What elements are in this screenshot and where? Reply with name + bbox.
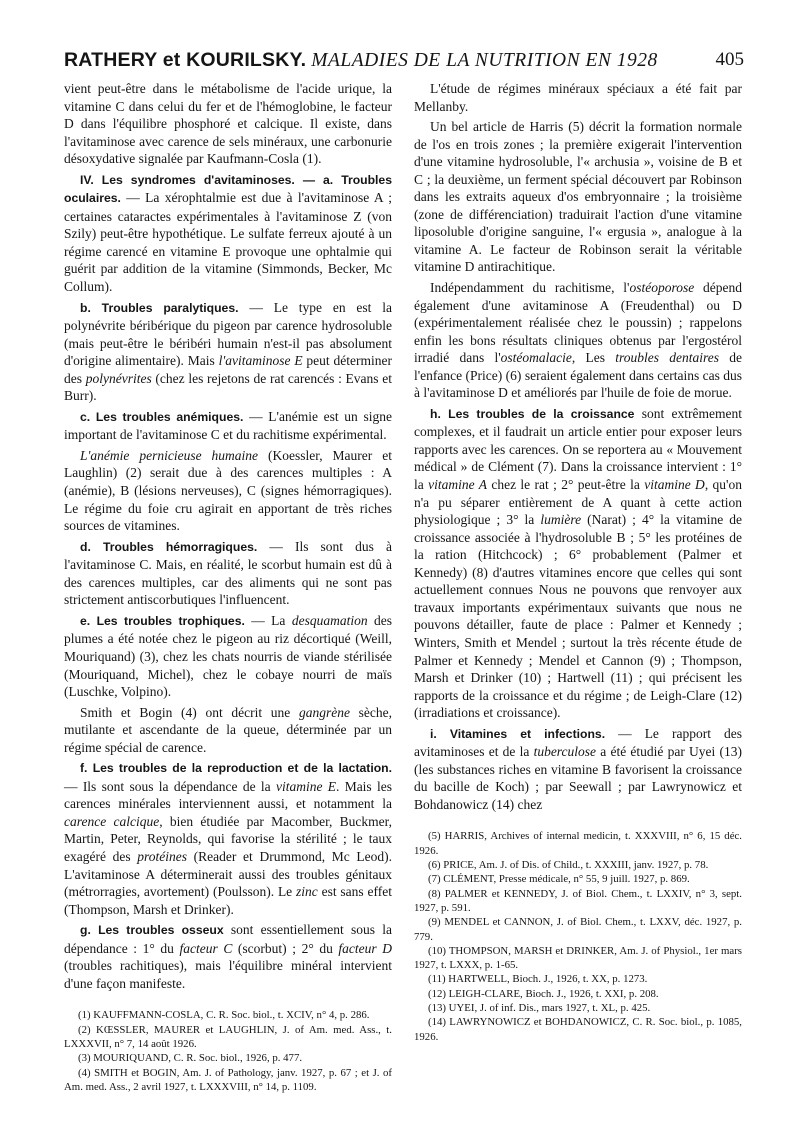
footnote: (2) KŒSSLER, MAURER et LAUGHLIN, J. of Am. med. Ass., t. LXXXVII, n° 7, 14 août 1926. [64,1023,392,1050]
footnote: (1) KAUFFMANN-COSLA, C. R. Soc. biol., t. XCIV, n° 4, p. 286. [78,1009,370,1022]
paragraph: IV. Les syndromes d'avitaminoses. — a. Troubles oculaires. — La xérophtalmie est due à l'avitaminose A ; certaines cataractes expérimentales à l'avitaminose Z (von Szily) peut-être hypothétique. Le sulfate ferreux ajouté à un régime carencé en vitamine E provoque une ophtalmie qui guérit par addition de la vitamine (Simmonds, Becker, Mc Collum). [64,172,392,295]
footnotes [414,829,742,1043]
paragraph: h. Les troubles de la croissance sont extrêmement complexes, et il faudrait un article entier pour exposer leurs rapports avec les carences. On se reportera au « Mouvement médical » de Clément (7). Dans la croissance intervient : 1° la vitamine A chez le rat ; 2° peut-être la vitamine D, qu'on n'a pu séparer entièrement de A quant à cette action physiologique ; 3° la lumière (Narat) ; 4° la vitamine de croissance associée à l'hydrosoluble B ; 5° les protéines de la ration (Hitchcock) ; 6° probablement (Palmer et Kennedy) (8) d'autres vitamines encore que celles qui sont actuellement connues Nous ne pouvons que renvoyer aux travaux importants expérimentaux suivants que nous ne pouvons détailler, faute de place : Palmer et Kennedy ; Winters, Smith et Mendel ; surtout la très récente étude de Palmer et Kennedy ; Mendel et Cannon (9) ; Thompson, Marsh et Drinker (10) ; Hartwell (11) ; qui précisent les rapports de la croissance et du régime ; de Leigh-Clare (12) (irradiations et croissance). [414,405,743,721]
paragraph: Indépendamment du rachitisme, l'ostéoporose dépend également d'une avitaminose A (Freudenthal) ou D (expérimentalement réalisée chez le poussin) ; rappelons enfin les bons résultats cliniques obtenus par l'ergostérol irradié dans l'ostéomalacie, Les troubles dentaires de l'enfance (Price) (6) seraient également dans certains cas dus à l'avitaminose D et améliorés par l'huile de foie de morue. [414,280,743,401]
running-header [64,42,744,78]
footnote: (7) CLÉMENT, Presse médicale, n° 55, 9 juill. 1927, p. 869. [428,873,690,886]
footnote: (13) UYEI, J. of inf. Dis., mars 1927, t. XL, p. 425. [428,1001,651,1014]
paragraph: d. Troubles hémorragiques. — Ils sont dus à l'avitaminose C. Mais, en réalité, le scorbut humain est dû à des carences multiples, car des aliments qui ne sont pas strictement antiscorbutiques l'influencent. [64,538,392,608]
section-heading: b. Troubles paralytiques. [80,300,239,315]
section-heading: i. Vitamines et infections. [430,726,606,741]
header-authors: RATHERY et KOURILSKY. [64,49,307,71]
footnote: (8) PALMER et KENNEDY, J. of Biol. Chem., t. LXXIV, n° 3, sept. 1927, p. 591. [414,887,742,914]
paragraph: g. Les troubles osseux sont essentiellement sous la dépendance : 1° du facteur C (scorbut) ; 2° du facteur D (troubles rachitiques), mais l'équilibre minéral intervient d'une façon manifeste. [64,922,393,991]
paragraph: c. Les troubles anémiques. — L'anémie est un signe important de l'avitaminose C et du rachitisme expérimental. [64,408,392,443]
paragraph: f. Les troubles de la reproduction et de la lactation. — Ils sont sous la dépendance de la vitamine E. Mais les carences minérales interviennent aussi, et notamment la carence calcique, bien étudiée par Macomber, Buckmer, Martin, Peter, Reynolds, qui favorise la stérilité ; le taux exagéré des protéines (Reader et Drummond, Mc Leod). L'avitaminose A déterminerait aussi des troubles génitaux (métrorragies, avortement) (Poulsson). Le zinc est sans effet (Thompson, Marsh et Drinker). [64,761,392,917]
footnote: (14) LAWRYNOWICZ et BOHDANOWICZ, C. R. Soc. biol., p. 1085, 1926. [414,1016,742,1043]
section-heading: c. Les troubles anémiques. [80,409,244,424]
footnote: (5) HARRIS, Archives of internal medicin, t. XXXVIII, n° 6, 15 déc. 1926. [414,830,742,857]
section-heading: d. Troubles hémorragiques. [80,539,258,554]
left-column [64,80,392,1094]
section-heading: g. Les troubles osseux [80,923,224,938]
footnote: (4) SMITH et BOGIN, Am. J. of Pathology, janv. 1927, p. 67 ; et J. of Am. med. Ass., 2 avril 1927, t. LXXXVIII, n° 14, p. 1109. [64,1066,392,1093]
footnotes [64,1008,392,1094]
footnote: (6) PRICE, Am. J. of Dis. of Child., t. XXXIII, janv. 1927, p. 78. [428,859,709,872]
footnote: (11) HARTWELL, Bioch. J., 1926, t. XX, p. 1273. [428,973,648,986]
paragraph: Un bel article de Harris (5) décrit la formation normale de l'os en trois zones ; la première exigerait l'intervention d'une vitamine hydrosoluble, l'« archusia », voisine de B et C ; la deuxième, un ferment spécial découvert par Robinson dans les extraits aqueux d'os embryonnaire ; la troisième (zone de différenciation) traduirait l'action d'une vitamine liposoluble d'origine sanguine, l'« ergusia », analogue à la vitamine A. Le facteur de Robinson serait la véritable vitamine D antirachitique. [414,119,742,275]
paragraph: L'étude de régimes minéraux spéciaux a été fait par Mellanby. [414,81,742,114]
paragraph: Smith et Bogin (4) ont décrit une gangrène sèche, mutilante et ascendante de la queue, déterminée par un régime spécial de carence. [64,704,392,755]
section-heading: f. Les troubles de la reproduction et de la lactation. [80,761,392,776]
section-heading: h. Les troubles de la croissance [430,406,635,421]
footnote: (10) THOMPSON, MARSH et DRINKER, Am. J. of Physiol., 1er mars 1927, t. LXXX, p. 1-65. [414,944,742,972]
paragraph: e. Les troubles trophiques. — La desquamation des plumes a été notée chez le pigeon au riz décortiqué (Weill, Mouriquand) (3), chez les chats nourris de viande stérilisée (Mouriquand, Michel), chez le cobaye nourri de maïs (Luschke, Volpino). [64,612,392,700]
header-title: MALADIES DE LA NUTRITION EN 1928 [311,50,658,71]
right-column [414,80,742,1044]
paragraph: i. Vitamines et infections. — Le rapport des avitaminoses et de la tuberculose a été étudié par Uyei (13) (les substances riches en vitamine B favorisent la croissance du bacille de Koch) ; par Seewall ; par Lawrynowicz et Bohdanowicz (14) chez [414,725,742,812]
footnote: (12) LEIGH-CLARE, Bioch. J., 1926, t. XXI, p. 208. [428,987,659,1000]
section-heading: e. Les troubles trophiques. [80,613,245,628]
footnote: (3) MOURIQUAND, C. R. Soc. biol., 1926, p. 477. [78,1052,303,1065]
paragraph: vient peut-être dans le métabolisme de l'acide urique, la vitamine C dans celui du fer et de l'hémoglobine, le facteur D dans l'équilibre phosphoré et calcique. Il existe, dans l'avitaminose avec carence de sels minéraux, une carbonurie désoxydative signalée par Kaufmann-Cosla (1). [64,81,392,167]
section-heading: IV. Les syndromes d'avitaminoses. — a. Troubles oculaires. [64,172,392,206]
footnote: (9) MENDEL et CANNON, J. of Biol. Chem., t. LXXV, déc. 1927, p. 779. [414,916,742,943]
paragraph: b. Troubles paralytiques. — Le type en est la polynévrite béribérique du pigeon par carence hydrosoluble (mais peut-être le béribéri humain n'est-il pas absolument d'origine alimentaire). Mais l'avitaminose E peut déterminer des polynévrites (chez les rejetons de rat carencés : Evans et Burr). [64,299,393,404]
paragraph: L'anémie pernicieuse humaine (Koessler, Maurer et Laughlin) (2) serait due à des carences multiples : A (anémie), B (lésions nerveuses), C (signes hémorragiques). Le régime du foie cru agirait en apportant de très riches sources de vitamines. [64,447,392,534]
page-number: 405 [715,49,744,70]
